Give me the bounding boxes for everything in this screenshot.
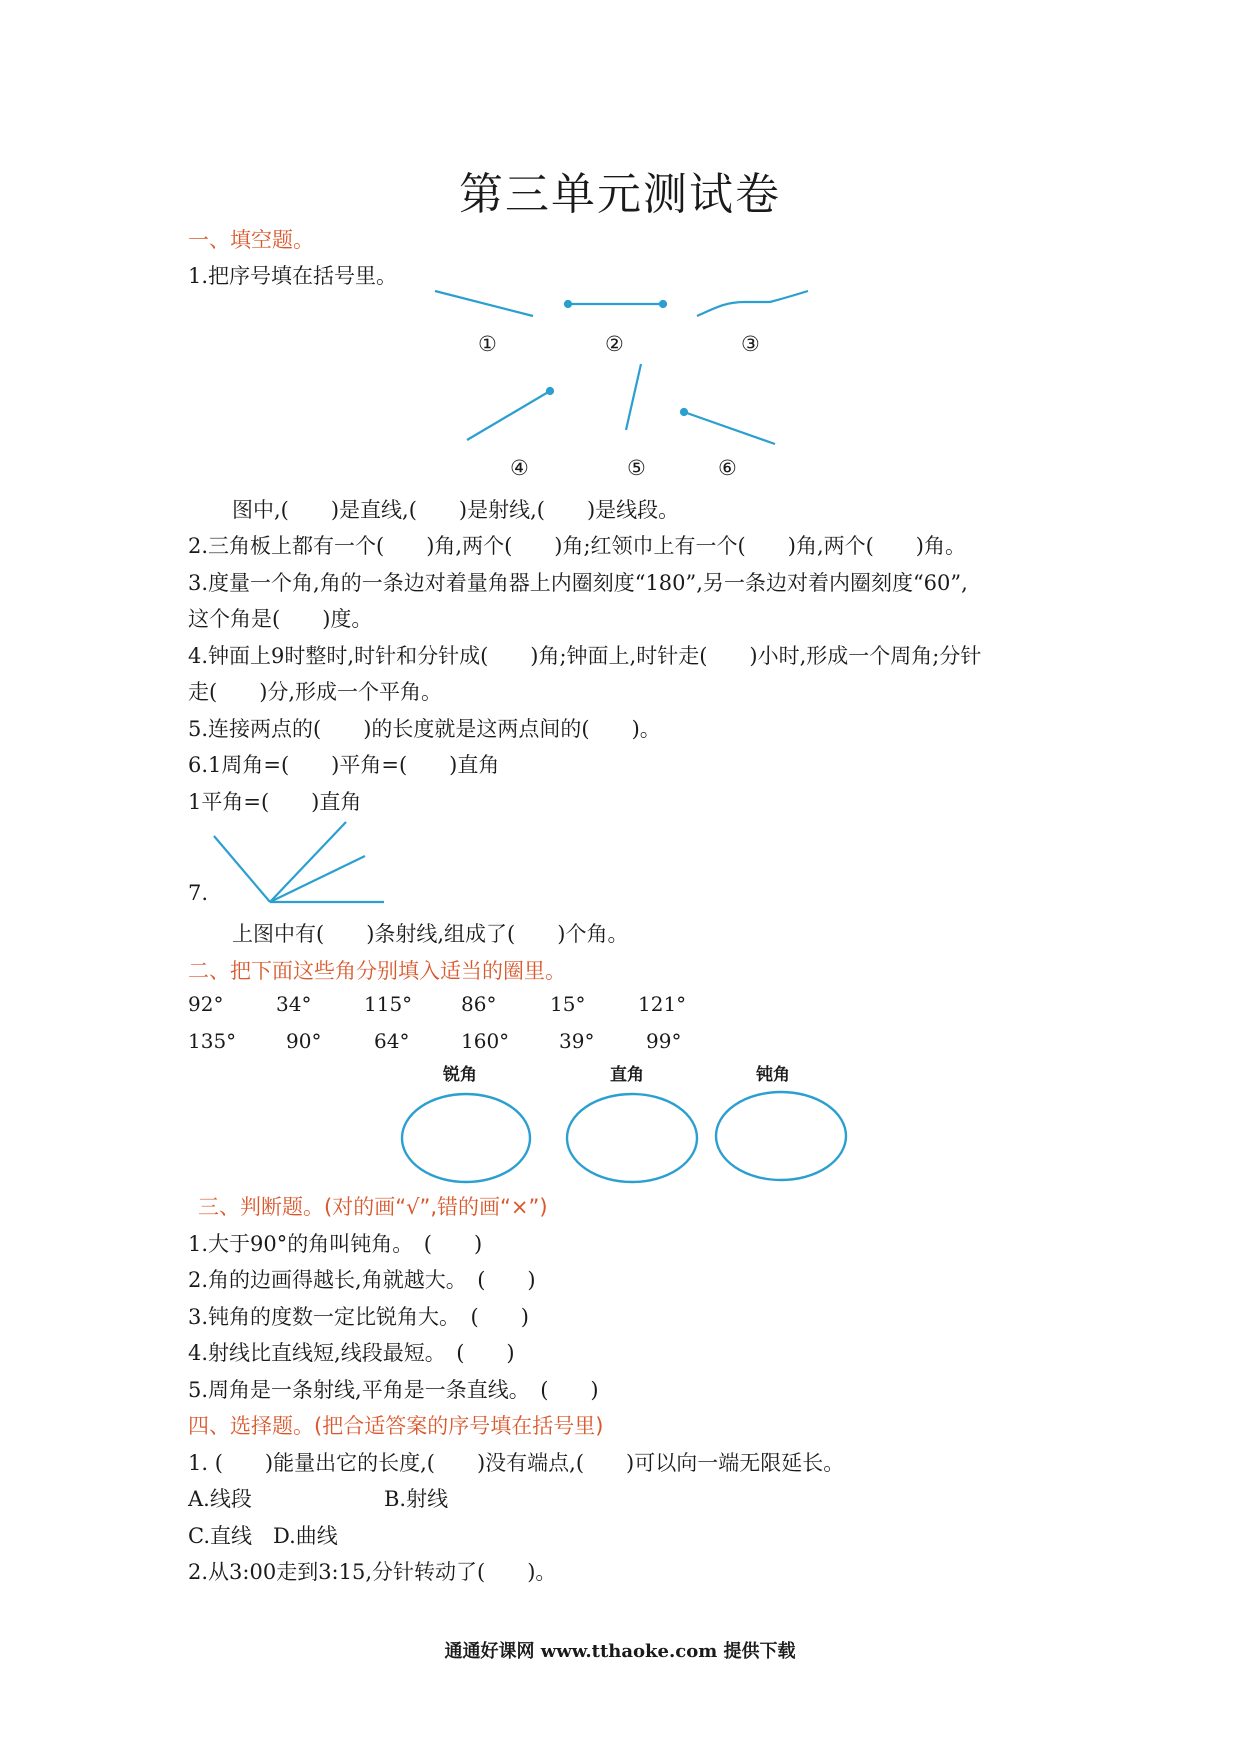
angle-value: 15°	[550, 992, 586, 1016]
question-3-line-1: 3.度量一个角,角的一条边对着量角器上内圈刻度“180”,另一条边对着内圈刻度“60”,	[188, 571, 968, 595]
acute-angle-circle[interactable]	[402, 1094, 530, 1182]
footer-credit: 通通好课网 www.tthaoke.com 提供下载	[444, 1641, 796, 1662]
question-4-line-1: 4.钟面上9时整时,时针和分针成( )角;钟面上,时针走( )小时,形成一个周角;分针	[188, 644, 982, 668]
question-7: 上图中有( )条射线,组成了( )个角。	[232, 922, 629, 946]
ray-q7-a	[214, 836, 270, 902]
angle-value: 135°	[188, 1029, 237, 1053]
angle-value: 34°	[276, 992, 312, 1016]
angle-value: 92°	[188, 992, 224, 1016]
ray-q7-c	[270, 856, 365, 902]
question-6-line-2: 1平角=( )直角	[188, 790, 362, 814]
angle-value: 86°	[461, 992, 497, 1016]
angle-value: 39°	[559, 1029, 595, 1053]
endpoint-dot	[660, 301, 666, 307]
question-1: 1.把序号填在括号里。	[188, 264, 398, 288]
ray-figure-6	[684, 412, 775, 444]
choice-question-1: 1. ( )能量出它的长度,( )没有端点,( )可以向一端无限延长。	[188, 1451, 845, 1475]
angle-value: 90°	[286, 1029, 322, 1053]
question-7-number: 7.	[188, 881, 209, 905]
acute-angle-label: 锐角	[443, 1065, 477, 1085]
angle-value: 160°	[461, 1029, 510, 1053]
angle-value: 64°	[374, 1029, 410, 1053]
line-figure-1	[435, 291, 533, 316]
choice-option-b: B.射线	[384, 1487, 449, 1511]
question-1-answer-line: 图中,( )是直线,( )是射线,( )是线段。	[232, 498, 680, 522]
section-heading-angles: 二、把下面这些角分别填入适当的圈里。	[188, 959, 566, 983]
figure-label-4: ④	[510, 456, 529, 480]
question-5: 5.连接两点的( )的长度就是这两点间的( )。	[188, 717, 661, 741]
judge-item-2: 2.角的边画得越长,角就越大。 ( )	[188, 1268, 536, 1292]
angle-value: 115°	[364, 992, 413, 1016]
figure-label-3: ③	[741, 332, 760, 356]
right-angle-circle[interactable]	[567, 1094, 697, 1182]
right-angle-label: 直角	[610, 1065, 644, 1085]
question-6-line-1: 6.1周角=( )平角=( )直角	[188, 753, 500, 777]
question-3-line-2: 这个角是( )度。	[188, 607, 373, 631]
line-figure-5	[626, 364, 641, 430]
judge-item-1: 1.大于90°的角叫钝角。 ( )	[188, 1232, 483, 1256]
figure-label-1: ①	[478, 332, 497, 356]
judge-item-4: 4.射线比直线短,线段最短。 ( )	[188, 1341, 515, 1365]
judge-item-3: 3.钝角的度数一定比锐角大。 ( )	[188, 1305, 529, 1329]
choice-option-a: A.线段	[188, 1487, 252, 1511]
endpoint-dot	[547, 388, 553, 394]
judge-item-5: 5.周角是一条射线,平角是一条直线。 ( )	[188, 1378, 599, 1402]
figure-label-6: ⑥	[718, 456, 737, 480]
section-heading-choice: 四、选择题。(把合适答案的序号填在括号里)	[188, 1414, 604, 1438]
curve-figure-3	[697, 291, 808, 316]
section-heading-judge: 三、判断题。(对的画“√”,错的画“×”)	[198, 1195, 548, 1219]
ray-q7-b	[270, 822, 346, 902]
question-4-line-2: 走( )分,形成一个平角。	[188, 680, 443, 704]
obtuse-angle-circle[interactable]	[716, 1092, 846, 1180]
choice-option-cd: C.直线 D.曲线	[188, 1524, 338, 1548]
figure-label-5: ⑤	[627, 456, 646, 480]
angle-value: 121°	[638, 992, 687, 1016]
choice-question-2: 2.从3:00走到3:15,分针转动了( )。	[188, 1560, 557, 1584]
figure-label-2: ②	[605, 332, 624, 356]
section-heading-fill: 一、填空题。	[188, 228, 314, 252]
obtuse-angle-label: 钝角	[756, 1065, 790, 1085]
endpoint-dot	[681, 409, 687, 415]
page-title: 第三单元测试卷	[459, 169, 781, 220]
ray-figure-4	[467, 391, 550, 440]
endpoint-dot	[565, 301, 571, 307]
question-2: 2.三角板上都有一个( )角,两个( )角;红领巾上有一个( )角,两个( )角。	[188, 534, 967, 558]
angle-value: 99°	[646, 1029, 682, 1053]
